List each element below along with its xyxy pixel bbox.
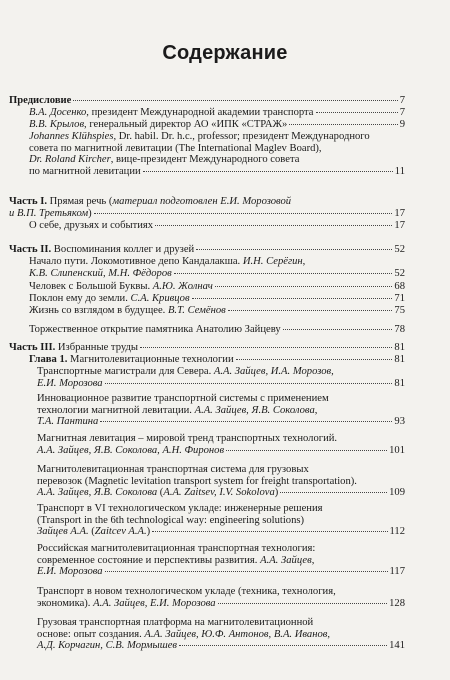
dot-leader [236, 359, 393, 360]
toc-entry-line [29, 293, 405, 305]
dot-leader [143, 171, 393, 172]
toc-text-segment: А.Ю. Жолнач [152, 281, 213, 292]
toc-entry-line [29, 281, 405, 293]
toc-text-segment: Человек с Большой Буквы. [29, 281, 153, 292]
toc-text-segment: ( [88, 526, 95, 537]
toc-entry-text [29, 107, 314, 119]
toc-text-segment: , президент Международной академии транспорта [86, 107, 314, 118]
toc-entry-line [37, 617, 405, 629]
toc-entry-line [29, 166, 405, 178]
toc-entry-line [37, 476, 405, 488]
toc-entry [29, 131, 405, 177]
dot-leader [179, 645, 387, 646]
toc-text-segment: Избранные труды [57, 342, 138, 353]
toc-text-segment: Грузовая транспортная платформа на магнитолевитационной [37, 617, 314, 628]
toc-entry-text [37, 640, 177, 652]
toc-entry [9, 95, 405, 107]
toc-entry-line [37, 555, 405, 567]
dot-leader [152, 531, 387, 532]
toc-entry-text [29, 281, 213, 293]
dot-leader [94, 213, 393, 214]
toc-text-segment: экономика). [37, 597, 94, 609]
toc-text-segment: А.А. Зайцев, Я.В. Соколова, А.Н. Фиронов [37, 444, 225, 456]
toc-entry-text [29, 220, 153, 232]
toc-entry-line [29, 119, 405, 131]
toc-entry [9, 196, 405, 219]
dot-leader [215, 286, 393, 287]
toc-text-segment: Российская магнитолевитационная транспортная технология: [37, 543, 316, 554]
toc-entry-line [9, 244, 405, 256]
toc-entry-text [29, 119, 287, 131]
toc-text-segment: К.В. Слипенский, М.Н. Фёдоров [29, 267, 172, 279]
toc-text-segment: основе: опыт создания. [37, 628, 145, 640]
toc-entry-line [37, 503, 405, 515]
toc-text-segment: , [327, 628, 330, 640]
toc-entry-line [37, 393, 405, 405]
toc-entry-line [29, 220, 405, 232]
toc-text-segment: А.А. Зайцев, Я.В. Соколова [37, 487, 158, 498]
toc-text-segment: Глава 1. [29, 354, 71, 365]
toc-entry-line [37, 566, 405, 578]
toc-text-segment: , вице-президент Международного совета [110, 154, 300, 165]
dot-leader [218, 603, 388, 604]
dot-leader [105, 571, 388, 572]
toc-entry-text [9, 208, 92, 220]
toc-entry-text [37, 487, 278, 499]
page-number: 101 [389, 444, 405, 456]
toc-entry-text [29, 268, 172, 280]
toc-text-segment: Е.И. Морозова [37, 566, 103, 577]
toc-text-segment: В.В. Крылов [29, 119, 85, 130]
dot-leader [226, 450, 387, 451]
dot-leader [105, 383, 393, 384]
toc-entry [29, 293, 405, 305]
page-number: 52 [394, 267, 405, 279]
dot-leader [192, 298, 393, 299]
toc-entry [9, 244, 405, 256]
toc-text-segment: Магнитолевитационные технологии [70, 354, 234, 365]
toc-entry-line [37, 526, 405, 538]
dot-leader [73, 100, 397, 101]
toc-entry-text [37, 445, 224, 457]
toc-text-segment: А.Д. Корчагин, С.В. Мормышев [37, 640, 178, 651]
page-number: 141 [389, 640, 405, 651]
toc-entry [29, 119, 405, 131]
toc-entry [29, 324, 405, 336]
toc-text-segment: Воспоминания коллег и друзей [53, 244, 195, 255]
toc-entry [9, 342, 405, 354]
page-number: 81 [394, 354, 405, 365]
dot-leader [196, 249, 392, 250]
page-number: 78 [394, 324, 405, 335]
toc-text-segment: Магнитолевитационная транспортная система для грузовых [37, 464, 309, 475]
page-number: 112 [389, 526, 405, 537]
toc-text-segment: Часть I. [9, 196, 50, 207]
toc-entry [29, 256, 405, 279]
toc-text-segment: Жизнь со взглядом в будущее. [29, 305, 168, 316]
toc-entry-line [37, 586, 405, 598]
dot-leader [140, 347, 392, 348]
page-title: Содержание [162, 42, 288, 64]
toc-entry [29, 305, 405, 317]
toc-text-segment: ) [274, 487, 279, 498]
toc-entry-text [29, 293, 190, 305]
toc-text-segment: ) [146, 526, 151, 537]
dot-leader [228, 310, 393, 311]
page-number: 117 [389, 566, 405, 577]
toc-entry [37, 366, 405, 389]
toc-entry-text [37, 378, 103, 390]
page-number: 17 [394, 220, 405, 231]
toc-text-segment: материал подготовлен Е.И. Морозовой [112, 196, 292, 207]
toc-entry-line [9, 196, 405, 208]
toc-text-segment: Инновационное развитие транспортной системы с применением [37, 393, 329, 404]
toc-text-segment: Часть III. [9, 342, 58, 353]
toc-text-segment: Т.А. Пантина [37, 416, 99, 427]
toc-text-segment: Прямая речь ( [49, 196, 113, 207]
toc-text-segment: Начало пути. Локомотивное депо Кандалакша. [29, 256, 243, 267]
toc-text-segment: перевозок (Magnetic levitation transport system for freight transportation). [37, 475, 357, 487]
toc-entry [37, 617, 405, 652]
dot-leader [155, 225, 392, 226]
page-number: 93 [394, 416, 405, 427]
page-number: 17 [394, 207, 405, 219]
dot-leader [283, 329, 393, 330]
toc-entry-line [37, 487, 405, 499]
toc-entry [37, 433, 405, 456]
toc-text-segment: Zaitcev A.A. [94, 526, 147, 537]
toc-entry-line [29, 324, 405, 336]
page-number: 75 [394, 305, 405, 316]
toc-text-segment: В.А. Досенко [29, 107, 87, 118]
toc-text-segment: технологии магнитной левитации. [37, 404, 195, 416]
toc-entry [29, 354, 405, 366]
toc-text-segment: Johannes Klühspies [29, 131, 114, 142]
toc-entry [29, 220, 405, 232]
toc-entry-line [37, 464, 405, 476]
toc-text-segment: современное состояние и перспективы развития. [37, 554, 261, 566]
toc-text-segment: ) [88, 207, 92, 219]
toc-entry-text [37, 416, 98, 428]
toc-entry [29, 107, 405, 119]
dot-leader [174, 273, 393, 274]
dot-leader [100, 421, 392, 422]
toc-entry-text [29, 305, 226, 317]
toc-text-segment: , [311, 554, 315, 566]
toc-entry-line [37, 416, 405, 428]
toc-entry-line [37, 405, 405, 417]
toc-entry-line [37, 366, 405, 378]
page-number: 9 [399, 119, 405, 130]
toc-entry [37, 464, 405, 499]
toc-entry [37, 543, 405, 578]
toc-text-segment: А.А. Зайцев [260, 554, 312, 566]
toc-entry-text [29, 166, 141, 178]
toc-entry-line [9, 95, 405, 107]
toc-text-segment: Магнитная левитация – мировой тренд транспортных технологий. [37, 433, 338, 444]
toc-text-segment: , [314, 404, 318, 416]
toc-text-segment: совета по магнитной левитации (The International Maglev Board), [29, 142, 322, 154]
toc-entry [37, 393, 405, 428]
toc-text-segment: Е.И. Морозова [37, 377, 103, 389]
dot-leader [280, 492, 387, 493]
toc-entry [29, 281, 405, 293]
page-number: 7 [399, 107, 405, 118]
dot-leader [316, 112, 398, 113]
toc-entry-text [9, 244, 194, 256]
page-number: 81 [394, 377, 405, 389]
page-number: 11 [394, 165, 405, 177]
toc-entry-line [37, 445, 405, 457]
toc-text-segment: , [302, 256, 306, 267]
toc-text-segment: A.A. Zaitsev, I.V. Sokolova [163, 487, 275, 498]
toc-text-segment: Часть II. [9, 244, 54, 255]
toc-text-segment: А.А. Зайцев, Ю.Ф. Антонов, В.А. Иванов [144, 628, 328, 640]
page-number: 7 [399, 95, 405, 106]
toc-entry-text [29, 324, 281, 336]
toc-entry-text [29, 354, 234, 366]
toc-entry-line [37, 433, 405, 445]
toc-entry-line [37, 640, 405, 652]
toc-entry-text [37, 566, 103, 578]
toc-entry-line [9, 342, 405, 354]
toc-entry-line [9, 208, 405, 220]
toc-entry-line [37, 378, 405, 390]
toc-text-segment: Транспорт в VI технологическом укладе: инженерные решения [37, 503, 323, 514]
toc-entry-text [9, 342, 138, 354]
toc-entry-text [9, 95, 71, 107]
toc-text-segment: и В.П. Третьяком [9, 207, 89, 219]
toc-entry-line [37, 543, 405, 555]
page-number: 109 [389, 487, 405, 498]
toc-entry-line [29, 154, 405, 166]
toc-text-segment: В.Т. Семёнов [167, 305, 226, 316]
toc-text-segment: Предисловие [9, 95, 72, 106]
page-number: 52 [394, 244, 405, 255]
toc-text-segment: А.А. Зайцев, Я.В. Соколова [194, 404, 315, 416]
toc-entry-line [29, 256, 405, 268]
toc-text-segment: Торжественное открытие памятника Анатолию Зайцеву [29, 324, 281, 335]
toc-text-segment: А.А. Зайцев, Е.И. Морозова [93, 597, 216, 609]
dot-leader [289, 124, 397, 125]
toc-entry-line [37, 515, 405, 527]
toc-entry-line [29, 268, 405, 280]
toc-text-segment: С.А. Кривцов [130, 293, 190, 304]
toc-entry [37, 503, 405, 538]
toc-text-segment: , генеральный директор АО «ИПК «СТРАЖ» [84, 119, 288, 130]
toc-text-segment: Транспорт в новом технологическом укладе (техника, технология, [37, 586, 336, 597]
toc-entry-text [37, 526, 150, 538]
page-number: 68 [394, 281, 405, 292]
toc-text-segment: Зайцев А.А. [37, 526, 89, 537]
toc-entry-line [37, 629, 405, 641]
toc-text-segment: по магнитной левитации [29, 165, 141, 177]
toc-entry-line [29, 143, 405, 155]
toc-entry-line [29, 131, 405, 143]
toc-entry-line [29, 107, 405, 119]
toc-entry-line [29, 305, 405, 317]
toc-text-segment: А.А. Зайцев, И.А. Морозов, [213, 366, 334, 377]
toc-text-segment: , Dr. habil. Dr. h.c., professor; президент Международного [113, 131, 370, 142]
toc-entry [37, 586, 405, 609]
toc-entry-text [37, 598, 216, 610]
toc-text-segment: Поклон ему до земли. [29, 293, 131, 304]
toc-text-segment: О себе, друзьях и событиях [29, 220, 154, 231]
toc-text-segment: (Transport in the 6th technological way: engineering solutions) [37, 514, 305, 526]
toc-text-segment: ( [157, 487, 164, 498]
toc-text-segment: Транспортные магистрали для Севера. [37, 366, 214, 377]
page-number: 81 [394, 342, 405, 353]
page-number: 128 [389, 597, 405, 609]
toc-entry-line [29, 354, 405, 366]
toc-entry-line [37, 598, 405, 610]
page-number: 71 [394, 293, 405, 304]
toc-text-segment: И.Н. Серёгин [242, 256, 303, 267]
toc-text-segment: Dr. Roland Kircher [29, 154, 111, 165]
